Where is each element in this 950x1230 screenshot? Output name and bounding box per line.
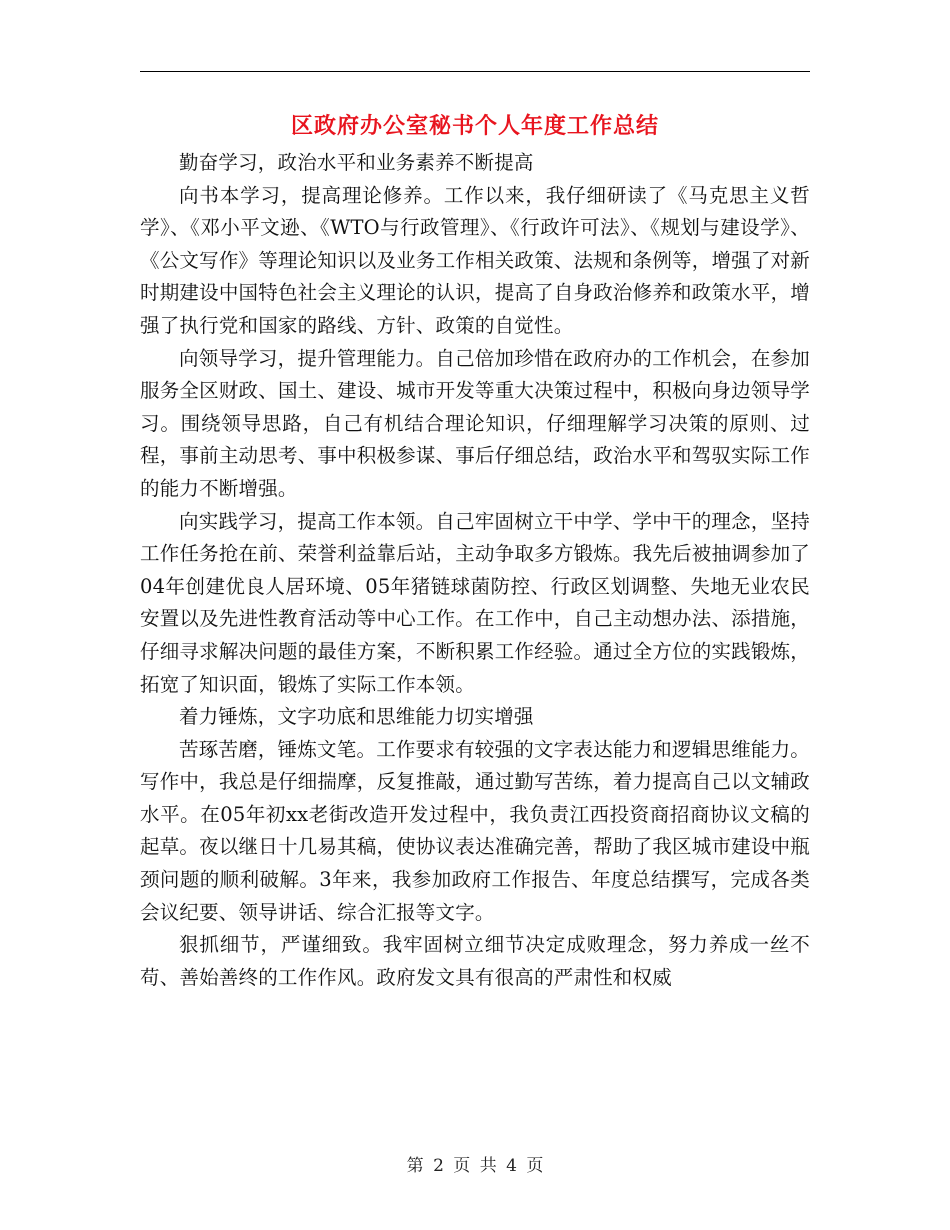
section-heading: 着力锤炼，文字功底和思维能力切实增强	[179, 705, 534, 729]
footer-page-current: 2	[433, 1156, 444, 1176]
footer-total-prefix: 共	[479, 1156, 497, 1176]
header-rule	[140, 71, 810, 72]
section-heading: 勤奋学习，政治水平和业务素养不断提高	[179, 151, 534, 174]
footer-page-suffix: 页	[526, 1156, 544, 1176]
footer-page-prefix: 第	[406, 1156, 424, 1176]
paragraph: 苦琢苦磨，锤炼文笔。工作要求有较强的文字表达能力和逻辑思维能力。写作中，我总是仔细揣摩，反复推敲，通过勤写苦练，着力提高自己以文辅政水平。在05年初xx老街改造开发过程中，我负责江西投资商招商协议文稿的起草。夜以继日十几易其稿，使协议表达准确完善，帮助了我区城市建设中瓶颈问题的顺利破解。3年来，我参加政府工作报告、年度总结撰写，完成各类会议纪要、领导讲话、综合汇报等文字。	[140, 737, 810, 924]
paragraph: 狠抓细节，严谨细致。我牢固树立细节决定成败理念，努力养成一丝不苟、善始善终的工作作风。政府发文具有很高的严肃性和权威	[140, 933, 810, 989]
footer-page-mid: 页	[453, 1156, 471, 1176]
paragraph: 向书本学习，提高理论修养。工作以来，我仔细研读了《马克思主义哲学》、《邓小平文逊、《WTO与行政管理》、《行政许可法》、《规划与建设学》、《公文写作》等理论知识以及业务工作相关政策、法规和条例等，增强了对新时期建设中国特色社会主义理论的认识，提高了自身政治修养和政策水平，增强了执行党和国家的路线、方针、政策的自觉性。	[140, 183, 810, 337]
footer-page-total: 4	[506, 1156, 517, 1176]
page-footer	[0, 1154, 950, 1178]
document-title: 区政府办公室秘书个人年度工作总结	[290, 113, 659, 139]
paragraph: 向领导学习，提升管理能力。自己倍加珍惜在政府办的工作机会，在参加服务全区财政、国土、建设、城市开发等重大决策过程中，积极向身边领导学习。围绕领导思路，自己有机结合理论知识，仔细理解学习决策的原则、过程，事前主动思考、事中积极参谋、事后仔细总结，政治水平和驾驭实际工作的能力不断增强。	[140, 346, 810, 500]
paragraph: 向实践学习，提高工作本领。自己牢固树立干中学、学中干的理念，坚持工作任务抢在前、荣誉利益靠后站，主动争取多方锻炼。我先后被抽调参加了04年创建优良人居环境、05年猪链球菌防控、行政区划调整、失地无业农民安置以及先进性教育活动等中心工作。在工作中，自己主动想办法、添措施，仔细寻求解决问题的最佳方案，不断积累工作经验。通过全方位的实践锻炼，拓宽了知识面，锻炼了实际工作本领。	[140, 509, 810, 696]
document-body	[140, 147, 810, 994]
